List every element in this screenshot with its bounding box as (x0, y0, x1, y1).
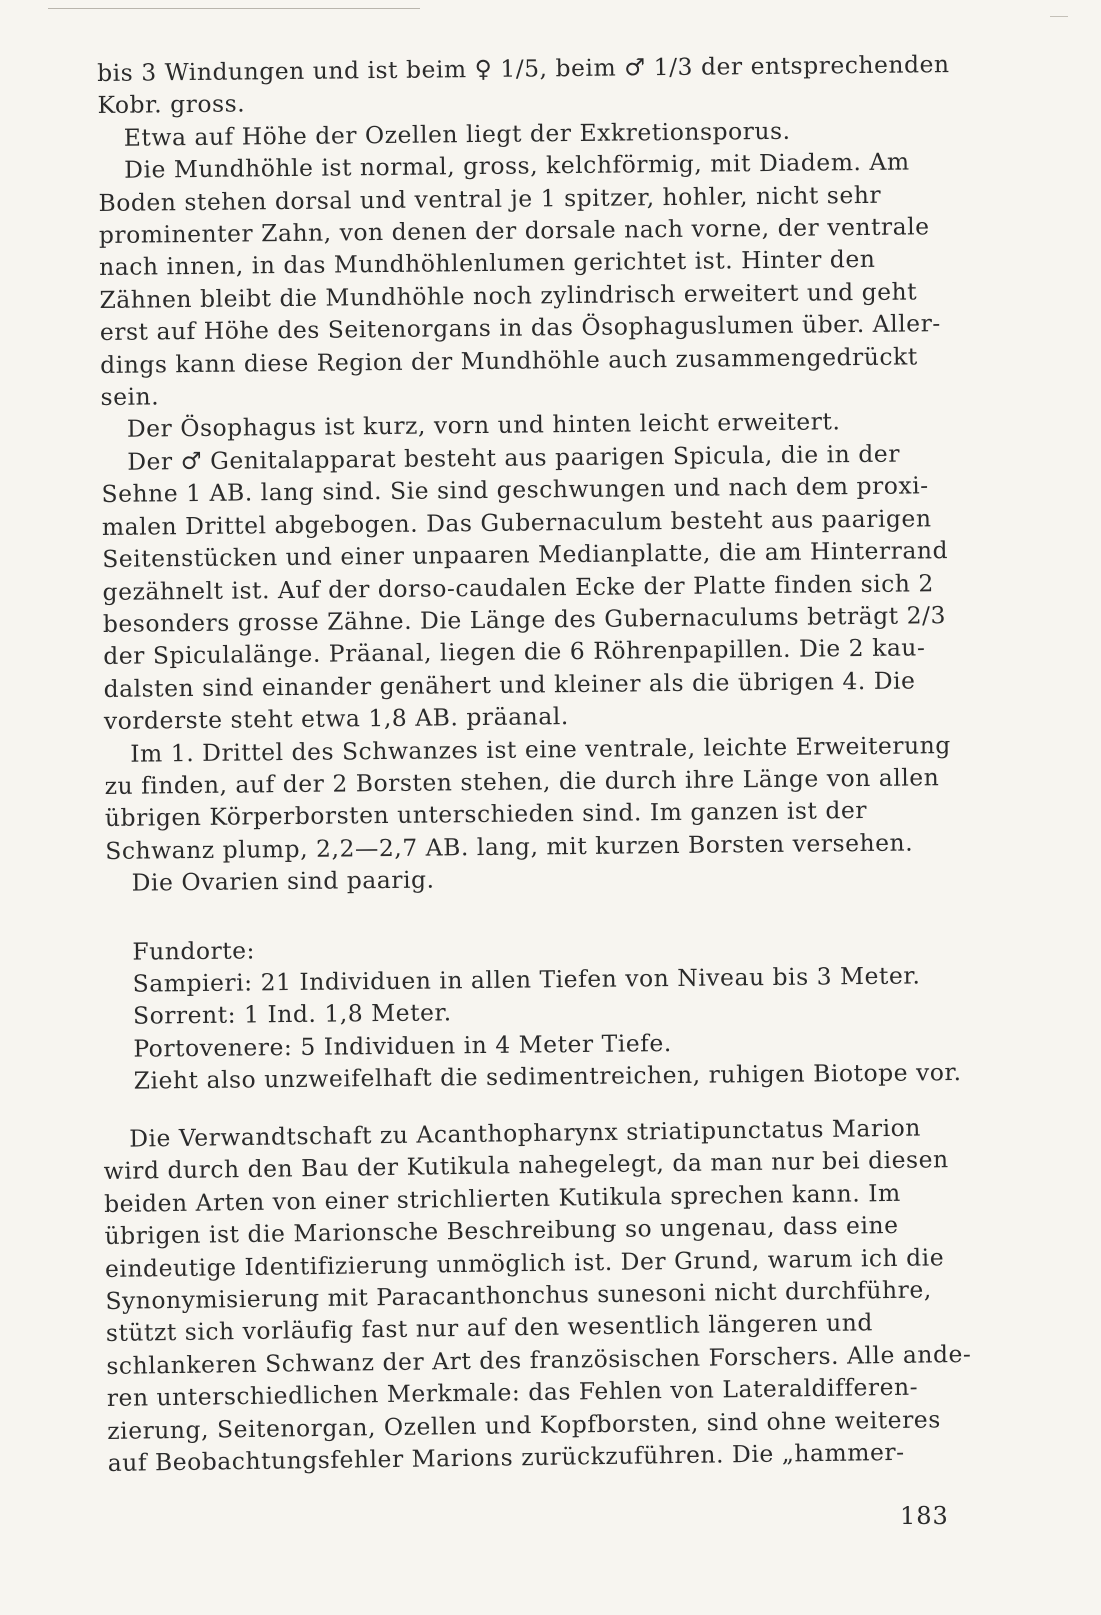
text-line: der Spiculalänge. Präanal, liegen die 6 Röhrenpapillen. Die 2 kau- (103, 633, 926, 671)
text-line: ren unterschiedlichen Merkmale: das Fehlen von Lateraldifferen- (106, 1372, 919, 1413)
text-line: schlankeren Schwanz der Art des französischen Forschers. Alle ande- (106, 1339, 972, 1380)
text-line: gezähnelt ist. Auf der dorso-caudalen Ecke der Platte finden sich 2 (102, 568, 935, 606)
text-line: Schwanz plump, 2,2—2,7 AB. lang, mit kurzen Borsten versehen. (105, 828, 914, 865)
text-block-description (97, 48, 962, 1097)
text-line: Seitenstücken und einer unpaaren Medianplatte, die am Hinterrand (102, 536, 949, 574)
text-line: Zähnen bleibt die Mundhöhle noch zylindrisch erweitert und geht (99, 277, 918, 314)
top-rule (48, 8, 420, 9)
text-line: eindeutige Identifizierung unmöglich ist. Der Grund, warum ich die (104, 1242, 945, 1283)
text-line: auf Beobachtungsfehler Marions zurückzuführen. Die „hammer- (107, 1437, 905, 1478)
text-line: Die Verwandtschaft zu Acanthopharynx striatipunctatus Marion (129, 1113, 922, 1153)
text-line: Etwa auf Höhe der Ozellen liegt der Exkretionsporus. (123, 116, 791, 152)
locations-heading: Fundorte: (132, 935, 256, 966)
text-line: prominenter Zahn, von denen der dorsale nach vorne, der ventrale (98, 212, 930, 250)
text-line: besonders grosse Zähne. Die Länge des Gubernaculums beträgt 2/3 (102, 601, 947, 638)
text-line: zu finden, auf der 2 Borsten stehen, die durch ihre Länge von allen (104, 763, 940, 800)
text-line: wird durch den Bau der Kutikula nahegelegt, da man nur bei diesen (103, 1145, 949, 1186)
text-line: Die Mundhöhle ist normal, gross, kelchförmig, mit Diadem. Am (124, 147, 910, 184)
text-line: Im 1. Drittel des Schwanzes ist eine ventrale, leichte Erweiterung (130, 730, 951, 768)
text-line: zierung, Seitenorgan, Ozellen und Kopfborsten, sind ohne weiteres (107, 1404, 941, 1445)
location-line: Sampieri: 21 Individuen in allen Tiefen von Niveau bis 3 Meter. (132, 961, 921, 998)
text-line: dings kann diese Region der Mundhöhle auch zusammengedrückt (100, 342, 918, 379)
text-line: Sehne 1 AB. lang sind. Sie sind geschwungen und nach dem proxi- (101, 471, 929, 509)
text-line: dalsten sind einander genähert und kleiner als die übrigen 4. Die (103, 666, 916, 703)
text-line: nach innen, in das Mundhöhlenlumen gerichtet ist. Hinter den (99, 245, 876, 282)
text-line: Der Ösophagus ist kurz, vorn und hinten leicht erweitert. (126, 407, 841, 444)
text-line: sein. (100, 382, 160, 412)
edge-mark (1050, 16, 1068, 17)
text-line: Kobr. gross. (97, 89, 246, 120)
page-number: 183 (900, 1502, 949, 1530)
text-block-discussion (103, 1111, 972, 1479)
text-line: übrigen ist die Marionsche Beschreibung so ungenau, dass eine (104, 1211, 899, 1251)
text-line: übrigen Körperborsten unterschieden sind. Im ganzen ist der (104, 796, 868, 833)
text-line: vorderste steht etwa 1,8 AB. präanal. (103, 702, 569, 736)
text-line: Boden stehen dorsal und ventral je 1 spitzer, hohler, nicht sehr (98, 180, 882, 217)
location-line: Portovenere: 5 Individuen in 4 Meter Tiefe. (133, 1028, 672, 1063)
text-line: Die Ovarien sind paarig. (131, 865, 435, 897)
text-line: bis 3 Windungen und ist beim ♀ 1/5, beim ♂ 1/3 der entsprechenden (97, 50, 950, 87)
text-line: Synonymisierung mit Paracanthonchus sunesoni nicht durchführe, (105, 1275, 932, 1316)
text-line: stützt sich vorläufig fast nur auf den wesentlich längeren und (105, 1308, 874, 1348)
text-line: malen Drittel abgebogen. Das Gubernaculum besteht aus paarigen (101, 503, 932, 541)
location-line: Zieht also unzweifelhaft die sedimentreichen, ruhigen Biotope vor. (133, 1058, 962, 1095)
text-line: erst auf Höhe des Seitenorgans in das Ösophaguslumen über. Aller- (99, 309, 941, 347)
text-line: Der ♂ Genitalapparat besteht aus paarigen Spicula, die in der (127, 439, 901, 476)
location-line: Sorrent: 1 Ind. 1,8 Meter. (132, 998, 452, 1031)
text-line: beiden Arten von einer strichlierten Kutikula sprechen kann. Im (103, 1178, 901, 1218)
